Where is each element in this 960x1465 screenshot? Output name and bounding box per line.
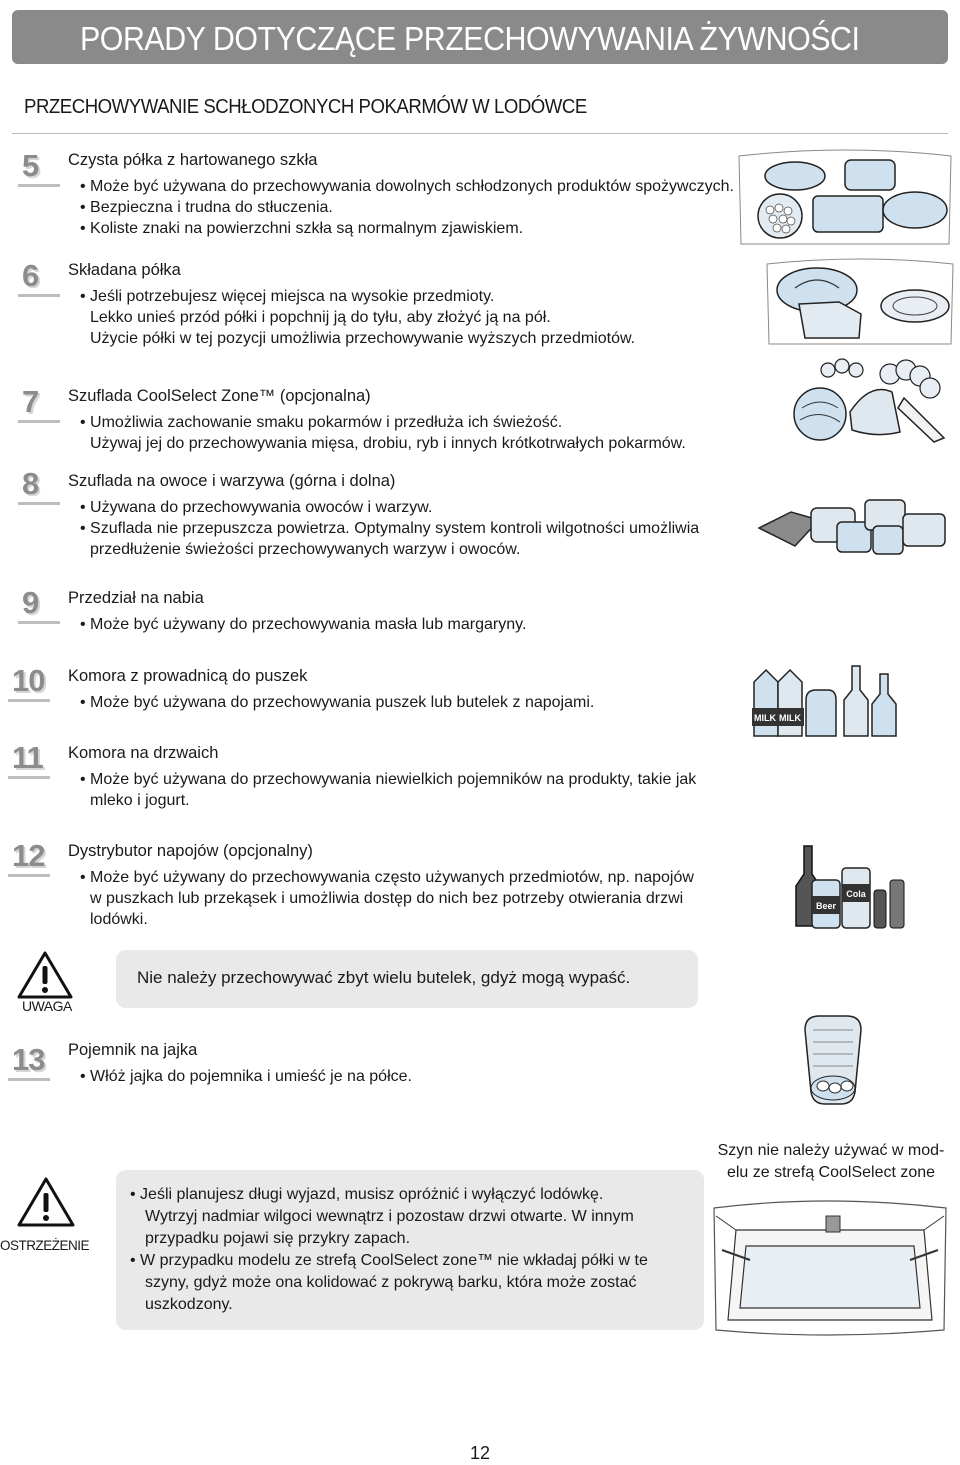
section-line: lodówki. xyxy=(90,911,148,928)
section-line: • Może być używana do przechowywania puszek lub butelek z napojami. xyxy=(80,694,595,711)
section-line: • Umożliwia zachowanie smaku pokarmów i przedłuża ich świeżość. xyxy=(80,414,563,431)
section-line: • Może być używany do przechowywania często używanych przedmiotów, np. napojów xyxy=(80,869,694,886)
section-line: przedłużenie świeżości przechowywanych warzyw i owoców. xyxy=(90,541,521,558)
section-6 xyxy=(68,260,635,349)
egg-tray-illustration xyxy=(795,1010,870,1110)
section-title: Przedział na nabia xyxy=(68,589,204,607)
section-number-10: 10 xyxy=(12,663,44,699)
section-number-8: 8 xyxy=(22,466,38,502)
divider xyxy=(12,133,948,134)
section-line: • Szuflada nie przepuszcza powietrza. Optymalny system kontroli wilgotności umożliwia xyxy=(80,520,700,537)
section-number-12: 12 xyxy=(12,838,44,874)
section-line: • Koliste znaki na powierzchni szkła są normalnym zjawiskiem. xyxy=(80,220,524,237)
section-title: Składana półka xyxy=(68,261,181,279)
warning-label: OSTRZEŻENIE xyxy=(0,1238,90,1253)
caption-line: Szyn nie należy używać w mod- xyxy=(717,1142,945,1159)
warning-line: • Jeśli planujesz długi wyjazd, musisz opróżnić i wyłączyć lodówkę. xyxy=(130,1186,604,1203)
section-7 xyxy=(68,386,686,454)
vegetable-containers-illustration xyxy=(755,488,955,560)
section-line: • Może być używana do przechowywania niewielkich pojemników na produkty, takie jak xyxy=(80,771,697,788)
section-title: Czysta półka z hartowanego szkła xyxy=(68,151,318,169)
coolselect-rail-illustration xyxy=(706,1190,954,1340)
section-9 xyxy=(68,588,526,635)
section-line: w puszkach lub przekąsek i umożliwia dostęp do nich bez potrzeby otwierania drzwi xyxy=(90,890,684,907)
caption-line: elu ze strefą CoolSelect zone xyxy=(726,1164,936,1181)
section-number-5: 5 xyxy=(22,148,38,184)
beer-and-cola-illustration xyxy=(790,840,910,932)
cola-can-label: Cola xyxy=(846,889,866,899)
caution-text: Nie należy przechowywać zbyt wielu butelek, gdyż mogą wypaść. xyxy=(137,968,631,987)
section-line: • Jeśli potrzebujesz więcej miejsca na wysokie przedmioty. xyxy=(80,288,495,305)
milk-and-bottles-illustration xyxy=(748,660,913,740)
warning-line: szyny, gdyż może ona kolidować z pokrywą barku, która może zostać xyxy=(145,1274,637,1291)
section-line: • Może być używany do przechowywania masła lub margaryny. xyxy=(80,616,527,633)
section-number-11: 11 xyxy=(12,740,43,776)
page-number: 12 xyxy=(469,1443,491,1463)
page-title: PORADY DOTYCZĄCE PRZECHOWYWANIA ŻYWNOŚCI xyxy=(80,20,860,57)
section-title: Komora z prowadnicą do puszek xyxy=(68,667,308,685)
beer-can-label: Beer xyxy=(815,901,837,911)
warning-line: Wytrzyj nadmiar wilgoci wewnątrz i pozostaw drzwi otwarte. W innym xyxy=(145,1208,634,1225)
caution-label: UWAGA xyxy=(22,998,72,1014)
warning-text xyxy=(130,1184,648,1316)
food-on-shelf-illustration xyxy=(765,258,955,348)
section-number-6: 6 xyxy=(22,258,38,294)
section-line: • Włóż jajka do pojemnika i umieść je na półce. xyxy=(80,1068,412,1085)
section-line: • Używana do przechowywania owoców i warzyw. xyxy=(80,499,433,516)
warning-line: przypadku pojawi się przykry zapach. xyxy=(145,1230,411,1247)
section-line: • Bezpieczna i trudna do stłuczenia. xyxy=(80,199,333,216)
section-number-7: 7 xyxy=(22,384,38,420)
section-line: Lekko unieś przód półki i popchnij ją do tyłu, aby złożyć ją na pół. xyxy=(90,309,551,326)
section-12 xyxy=(68,841,694,930)
containers-illustration xyxy=(735,148,955,248)
section-line: • Może być używana do przechowywania dowolnych schłodzonych produktów spożywczych. xyxy=(80,178,734,195)
section-13 xyxy=(68,1040,412,1087)
title-banner xyxy=(12,10,948,64)
milk-carton-label: MILK xyxy=(779,713,801,723)
section-5 xyxy=(68,150,734,239)
section-title: Dystrybutor napojów (opcjonalny) xyxy=(68,842,313,860)
warning-line: • W przypadku modelu ze strefą CoolSelect zone™ nie wkładaj półki w te xyxy=(130,1252,648,1269)
section-line: Używaj jej do przechowywania mięsa, drobiu, ryb i innych krótkotrwałych pokarmów. xyxy=(90,435,686,452)
section-8 xyxy=(68,471,699,560)
caution-triangle-icon xyxy=(16,950,74,1000)
milk-carton-label: MILK xyxy=(754,713,776,723)
section-title: Komora na drzwaich xyxy=(68,744,219,762)
section-line: Użycie półki w tej pozycji umożliwia przechowywanie wyższych przedmiotów. xyxy=(90,330,636,347)
section-line: mleko i jogurt. xyxy=(90,792,190,809)
warning-line: uszkodzony. xyxy=(145,1296,233,1313)
section-title: Pojemnik na jajka xyxy=(68,1041,198,1059)
section-title: Szuflada CoolSelect Zone™ (opcjonalna) xyxy=(68,387,371,405)
section-number-9: 9 xyxy=(22,585,38,621)
warning-triangle-icon xyxy=(16,1176,76,1228)
meat-and-vegetables-illustration xyxy=(780,352,950,444)
caution-box xyxy=(116,950,698,1008)
warning-box xyxy=(116,1170,704,1330)
figure-caption xyxy=(706,1140,956,1184)
section-10 xyxy=(68,666,594,713)
section-title: Szuflada na owoce i warzywa (górna i dolna) xyxy=(68,472,396,490)
section-subtitle: PRZECHOWYWANIE SCHŁODZONYCH POKARMÓW W LODÓWCE xyxy=(24,96,587,118)
section-11 xyxy=(68,743,696,811)
section-number-13: 13 xyxy=(12,1042,44,1078)
